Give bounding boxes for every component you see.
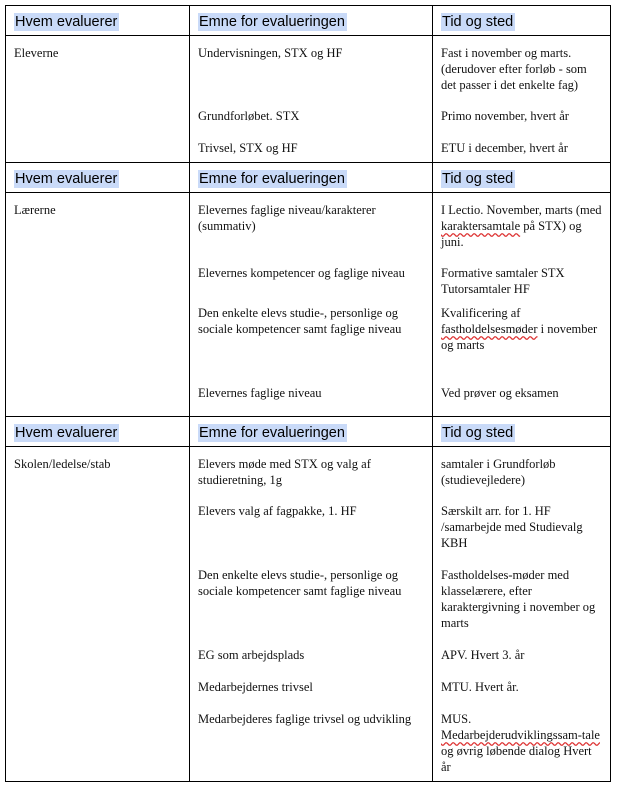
subject-entry: Elevers valg af fagpakke, 1. HF [198,504,357,518]
subject-entry: Trivsel, STX og HF [198,141,298,155]
header-when-cell [433,163,611,193]
evaluator-name: Skolen/ledelse/stab [14,457,111,471]
when-entry [441,305,602,385]
subject-entry: Elevernes kompetencer og faglige niveau [198,266,405,280]
header-who: Hvem evaluerer [15,425,118,441]
subject-cell [190,193,433,417]
evaluation-document [5,5,610,782]
header-row [6,417,611,447]
header-when-cell [433,417,611,447]
header-who: Hvem evaluerer [15,14,118,30]
evaluator-cell [6,447,190,782]
when-cell [433,193,611,417]
evaluator-cell [6,36,190,163]
header-who-cell [6,163,190,193]
header-subject-cell [190,6,433,36]
when-entry: APV. Hvert 3. år [441,648,525,662]
header-when: Tid og sted [442,425,514,441]
subject-cell [190,36,433,163]
subject-entry: Medarbejderes faglige trivsel og udvikling [198,712,412,726]
when-entry: Fast i november og marts. (derudover efter forløb - som det passer i det enkelte fag) [441,46,587,92]
when-text: MUS. [441,712,472,726]
evaluation-table [5,5,611,782]
when-entry: Primo november, hvert år [441,109,569,123]
when-text: på STX) og juni. [441,219,582,249]
when-entry: Særskilt arr. for 1. HF /samarbejde med Studievalg KBH [441,504,583,550]
when-cell [433,447,611,782]
subject-entry: Den enkelte elevs studie-, personlige og sociale kompetencer samt faglige niveau [198,568,402,598]
subject-cell [190,447,433,782]
subject-entry: EG som arbejdsplads [198,648,305,662]
when-entry: Formative samtaler STX Tutorsamtaler HF [441,266,565,296]
header-subject-cell [190,417,433,447]
subject-entry: Den enkelte elevs studie-, personlige og sociale kompetencer samt faglige niveau [198,306,402,336]
header-subject-cell [190,163,433,193]
when-text: Kvalificering af [441,306,521,320]
when-text: i november og marts [441,322,598,352]
when-entry: Fastholdelses-møder med klasselærere, efter karaktergivning i november og marts [441,568,596,630]
header-when: Tid og sted [442,14,514,30]
when-text: og øvrig løbende dialog Hvert år [441,744,592,774]
when-entry [441,202,602,265]
header-when: Tid og sted [442,171,514,187]
spellcheck-word: karaktersamtale [441,219,521,233]
subject-entry: Medarbejdernes trivsel [198,680,313,694]
spellcheck-word: fastholdelsesmøder [441,322,538,336]
evaluator-cell [6,193,190,417]
header-row [6,6,611,36]
header-row [6,163,611,193]
header-who: Hvem evaluerer [15,171,118,187]
header-when-cell [433,6,611,36]
when-entry: Ved prøver og eksamen [441,386,559,400]
when-entry: MTU. Hvert år. [441,680,519,694]
header-subject: Emne for evalueringen [199,171,345,187]
subject-entry: Elevers møde med STX og valg af studieretning, 1g [198,457,371,487]
header-who-cell [6,417,190,447]
header-who-cell [6,6,190,36]
spellcheck-word: Medarbejderudviklingssam-tale [441,728,600,742]
header-subject: Emne for evalueringen [199,425,345,441]
section-row [6,193,611,417]
when-cell [433,36,611,163]
subject-entry: Elevernes faglige niveau [198,386,322,400]
when-entry: samtaler i Grundforløb (studievejledere) [441,457,556,487]
subject-entry: Elevernes faglige niveau/karakterer (summativ) [198,203,376,233]
subject-entry: Undervisningen, STX og HF [198,46,343,60]
when-entry: ETU i december, hvert år [441,141,568,155]
when-entry [441,711,602,775]
evaluator-name: Eleverne [14,46,59,60]
evaluator-name: Lærerne [14,203,56,217]
section-row [6,447,611,782]
section-row [6,36,611,163]
subject-entry: Grundforløbet. STX [198,109,300,123]
header-subject: Emne for evalueringen [199,14,345,30]
when-text: I Lectio. November, marts (med [441,203,602,217]
